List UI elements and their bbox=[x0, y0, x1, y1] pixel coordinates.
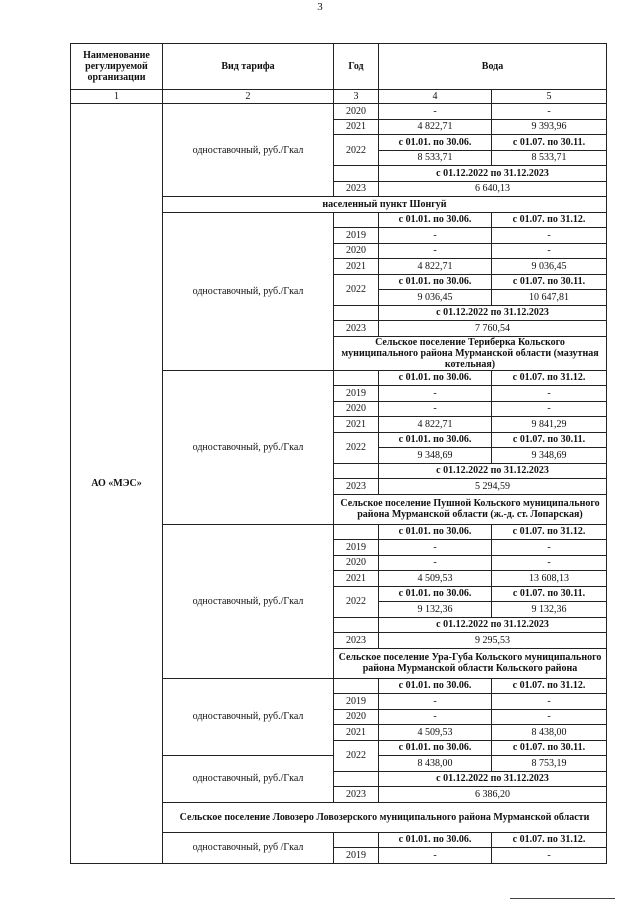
year-cell: 2021 bbox=[334, 725, 379, 741]
empty-cell bbox=[334, 524, 379, 540]
value-cell: - bbox=[492, 709, 607, 725]
period-header: с 01.01. по 30.06. bbox=[379, 678, 492, 694]
tariff-type-cell: одноставочный, руб./Гкал bbox=[163, 756, 334, 803]
page-number: 3 bbox=[317, 1, 323, 13]
value-cell: 9 132,36 bbox=[492, 602, 607, 618]
value-cell: - bbox=[492, 555, 607, 571]
column-number: 4 bbox=[379, 90, 492, 104]
period-header: с 01.01. по 30.06. bbox=[379, 524, 492, 540]
value-cell: 9 393,96 bbox=[492, 119, 607, 135]
period-header: с 01.01. по 30.06. bbox=[379, 586, 492, 602]
year-cell: 2021 bbox=[334, 417, 379, 433]
empty-cell bbox=[334, 212, 379, 228]
year-cell: 2021 bbox=[334, 259, 379, 275]
period-header: с 01.07. по 30.11. bbox=[492, 586, 607, 602]
year-cell: 2023 bbox=[334, 181, 379, 197]
year-cell: 2023 bbox=[334, 321, 379, 337]
period-header: с 01.07. по 31.12. bbox=[492, 524, 607, 540]
merged-value-cell: 6 640,13 bbox=[379, 181, 607, 197]
empty-cell bbox=[334, 771, 379, 787]
year-cell: 2022 bbox=[334, 432, 379, 463]
empty-cell bbox=[334, 305, 379, 321]
section-title: Сельское поселение Пушной Кольского муниципального района Мурманской области (ж.-д. ст. Лопарская) bbox=[334, 494, 607, 524]
merged-value-cell: 6 386,20 bbox=[379, 787, 607, 803]
column-number: 2 bbox=[163, 90, 334, 104]
tariff-type-cell: одноставочный, руб./Гкал bbox=[163, 370, 334, 524]
year-cell: 2020 bbox=[334, 555, 379, 571]
bottom-divider bbox=[510, 898, 615, 899]
column-number: 1 bbox=[71, 90, 163, 104]
tariff-type-cell: одноставочный, руб./Гкал bbox=[163, 678, 334, 756]
section-title: Сельское поселение Ловозеро Ловозерского муниципального района Мурманской области bbox=[163, 802, 607, 832]
value-cell: - bbox=[492, 228, 607, 244]
value-cell: 9 036,45 bbox=[379, 290, 492, 306]
tariff-type-cell: одноставочный, руб./Гкал bbox=[163, 104, 334, 197]
period-header: с 01.12.2022 по 31.12.2023 bbox=[379, 166, 607, 182]
value-cell: 13 608,13 bbox=[492, 571, 607, 587]
value-cell: 10 647,81 bbox=[492, 290, 607, 306]
year-cell: 2019 bbox=[334, 848, 379, 864]
section-title: Сельское поселение Ура-Губа Кольского муниципального района Мурманской области Кольского района bbox=[334, 648, 607, 678]
value-cell: 8 438,00 bbox=[379, 756, 492, 772]
year-cell: 2019 bbox=[334, 540, 379, 556]
value-cell: - bbox=[379, 386, 492, 402]
value-cell: 8 533,71 bbox=[379, 150, 492, 166]
org-column-header: Наименование регулируемой организации bbox=[71, 44, 163, 90]
period-header: с 01.07. по 31.12. bbox=[492, 370, 607, 386]
section-title: населенный пункт Шонгуй bbox=[163, 197, 607, 213]
value-cell: 9 132,36 bbox=[379, 602, 492, 618]
value-cell: - bbox=[379, 243, 492, 259]
year-cell: 2023 bbox=[334, 479, 379, 495]
tariff-type-column-header: Вид тарифа bbox=[163, 44, 334, 90]
merged-value-cell: 9 295,53 bbox=[379, 633, 607, 649]
value-cell: - bbox=[379, 848, 492, 864]
value-cell: - bbox=[492, 386, 607, 402]
water-column-header: Вода bbox=[379, 44, 607, 90]
value-cell: 8 438,00 bbox=[492, 725, 607, 741]
empty-cell bbox=[334, 463, 379, 479]
merged-value-cell: 5 294,59 bbox=[379, 479, 607, 495]
section-title: Сельское поселение Териберка Кольского муниципального района Мурманской области (мазутная котельная) bbox=[334, 336, 607, 370]
value-cell: 8 533,71 bbox=[492, 150, 607, 166]
value-cell: - bbox=[379, 401, 492, 417]
period-header: с 01.01. по 30.06. bbox=[379, 135, 492, 151]
value-cell: - bbox=[379, 104, 492, 120]
tariff-type-cell: одноставочный, руб /Гкал bbox=[163, 832, 334, 863]
value-cell: 9 841,29 bbox=[492, 417, 607, 433]
year-cell: 2020 bbox=[334, 709, 379, 725]
period-header: с 01.01. по 30.06. bbox=[379, 740, 492, 756]
year-cell: 2020 bbox=[334, 401, 379, 417]
period-header: с 01.01. по 30.06. bbox=[379, 370, 492, 386]
year-cell: 2021 bbox=[334, 119, 379, 135]
period-header: с 01.01. по 30.06. bbox=[379, 212, 492, 228]
value-cell: - bbox=[379, 694, 492, 710]
value-cell: - bbox=[492, 540, 607, 556]
period-header: с 01.12.2022 по 31.12.2023 bbox=[379, 305, 607, 321]
year-cell: 2020 bbox=[334, 104, 379, 120]
value-cell: - bbox=[492, 243, 607, 259]
period-header: с 01.01. по 30.06. bbox=[379, 432, 492, 448]
organization-name: АО «МЭС» bbox=[71, 104, 163, 864]
value-cell: - bbox=[492, 848, 607, 864]
tariff-type-cell: одноставочный, руб./Гкал bbox=[163, 212, 334, 370]
period-header: с 01.07. по 31.12. bbox=[492, 678, 607, 694]
merged-value-cell: 7 760,54 bbox=[379, 321, 607, 337]
value-cell: 9 348,69 bbox=[492, 448, 607, 464]
period-header: с 01.12.2022 по 31.12.2023 bbox=[379, 771, 607, 787]
value-cell: 4 822,71 bbox=[379, 259, 492, 275]
year-cell: 2022 bbox=[334, 274, 379, 305]
period-header: с 01.07. по 31.12. bbox=[492, 832, 607, 848]
year-cell: 2022 bbox=[334, 740, 379, 771]
value-cell: - bbox=[492, 694, 607, 710]
period-header: с 01.01. по 30.06. bbox=[379, 832, 492, 848]
table-header-row bbox=[71, 44, 607, 90]
value-cell: - bbox=[379, 555, 492, 571]
column-number-row bbox=[71, 90, 607, 104]
value-cell: - bbox=[492, 104, 607, 120]
value-cell: 9 036,45 bbox=[492, 259, 607, 275]
year-cell: 2019 bbox=[334, 694, 379, 710]
tariff-table bbox=[70, 43, 607, 864]
value-cell: 8 753,19 bbox=[492, 756, 607, 772]
period-header: с 01.01. по 30.06. bbox=[379, 274, 492, 290]
value-cell: 4 822,71 bbox=[379, 417, 492, 433]
year-cell: 2021 bbox=[334, 571, 379, 587]
empty-cell bbox=[334, 166, 379, 182]
value-cell: 4 822,71 bbox=[379, 119, 492, 135]
year-cell: 2022 bbox=[334, 135, 379, 166]
period-header: с 01.07. по 31.12. bbox=[492, 212, 607, 228]
year-cell: 2019 bbox=[334, 386, 379, 402]
empty-cell bbox=[334, 617, 379, 633]
period-header: с 01.07. по 30.11. bbox=[492, 432, 607, 448]
year-cell: 2022 bbox=[334, 586, 379, 617]
year-cell: 2020 bbox=[334, 243, 379, 259]
value-cell: 9 348,69 bbox=[379, 448, 492, 464]
empty-cell bbox=[334, 370, 379, 386]
value-cell: - bbox=[379, 709, 492, 725]
value-cell: - bbox=[379, 540, 492, 556]
column-number: 3 bbox=[334, 90, 379, 104]
tariff-type-cell: одноставочный, руб./Гкал bbox=[163, 524, 334, 678]
column-number: 5 bbox=[492, 90, 607, 104]
period-header: с 01.12.2022 по 31.12.2023 bbox=[379, 463, 607, 479]
value-cell: - bbox=[379, 228, 492, 244]
empty-cell bbox=[334, 678, 379, 694]
table-row bbox=[71, 104, 607, 120]
period-header: с 01.07. по 30.11. bbox=[492, 135, 607, 151]
period-header: с 01.12.2022 по 31.12.2023 bbox=[379, 617, 607, 633]
period-header: с 01.07. по 30.11. bbox=[492, 274, 607, 290]
value-cell: 4 509,53 bbox=[379, 725, 492, 741]
year-cell: 2019 bbox=[334, 228, 379, 244]
year-cell: 2023 bbox=[334, 787, 379, 803]
empty-cell bbox=[334, 832, 379, 848]
value-cell: 4 509,53 bbox=[379, 571, 492, 587]
period-header: с 01.07. по 30.11. bbox=[492, 740, 607, 756]
year-cell: 2023 bbox=[334, 633, 379, 649]
year-column-header: Год bbox=[334, 44, 379, 90]
value-cell: - bbox=[492, 401, 607, 417]
